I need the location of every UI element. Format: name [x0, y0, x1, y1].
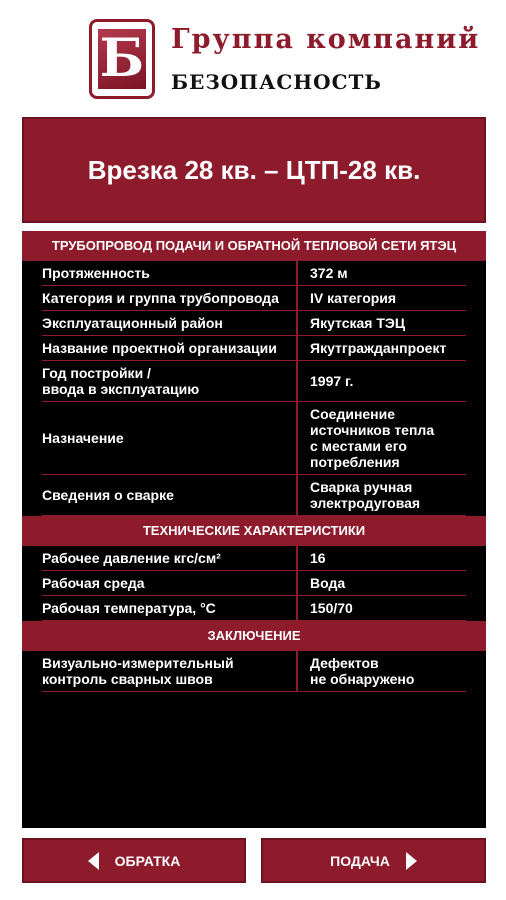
- row-value: Якутская ТЭЦ: [310, 315, 406, 331]
- company-logo: [89, 19, 155, 99]
- table-row: [42, 571, 466, 596]
- brand-line-1: Группа компаний: [171, 24, 481, 55]
- back-button[interactable]: [22, 838, 246, 883]
- row-label: Год постройки / ввода в эксплуатацию: [42, 361, 298, 401]
- row-label: Рабочее давление кгс/см²: [42, 546, 298, 570]
- row-value: Дефектов не обнаружено: [310, 655, 415, 687]
- row-value: 372 м: [310, 265, 348, 281]
- row-value: Вода: [310, 575, 346, 591]
- app-header: [0, 0, 506, 116]
- row-value: 1997 г.: [310, 373, 354, 389]
- title-panel: [22, 117, 486, 223]
- table-row: [42, 651, 466, 692]
- row-label: Категория и группа трубопровода: [42, 286, 298, 310]
- page-title: Врезка 28 кв. – ЦТП-28 кв.: [87, 154, 421, 185]
- table-row: [42, 475, 466, 516]
- row-value: Сварка ручная электродуговая: [310, 479, 421, 511]
- section-heading: ТЕХНИЧЕСКИЕ ХАРАКТЕРИСТИКИ: [22, 516, 486, 546]
- chevron-left-icon: [88, 852, 99, 870]
- table-row: [42, 402, 466, 475]
- section-heading: ЗАКЛЮЧЕНИЕ: [22, 621, 486, 651]
- back-button-label: ОБРАТКА: [114, 852, 181, 869]
- row-label: Рабочая температура, °С: [42, 596, 298, 620]
- row-value: 16: [310, 550, 326, 566]
- info-sections: [22, 231, 486, 692]
- chevron-right-icon: [406, 852, 417, 870]
- info-table-scroll[interactable]: [22, 231, 486, 828]
- row-label: Название проектной организации: [42, 336, 298, 360]
- row-label: Эксплуатационный район: [42, 311, 298, 335]
- table-row: [42, 361, 466, 402]
- row-value: 150/70: [310, 600, 353, 616]
- row-value: Соединение источников тепла с местами его потребления: [310, 406, 435, 470]
- section-heading: ТРУБОПРОВОД ПОДАЧИ И ОБРАТНОЙ ТЕПЛОВОЙ СЕТИ ЯТЭЦ: [22, 231, 486, 261]
- row-label: Назначение: [42, 402, 298, 474]
- row-label: Сведения о сварке: [42, 475, 298, 515]
- table-row: [42, 546, 466, 571]
- table-row: [42, 261, 466, 286]
- table-row: [42, 336, 466, 361]
- row-label: Протяженность: [42, 261, 298, 285]
- forward-button-label: ПОДАЧА: [330, 852, 390, 869]
- row-label: Визуально-измерительный контроль сварных швов: [42, 651, 298, 691]
- row-label: Рабочая среда: [42, 571, 298, 595]
- table-row: [42, 596, 466, 621]
- brand-line-2: БЕЗОПАСНОСТЬ: [171, 70, 382, 94]
- logo-letter: Б: [99, 28, 145, 89]
- table-row: [42, 311, 466, 336]
- forward-button[interactable]: [261, 838, 486, 883]
- table-row: [42, 286, 466, 311]
- row-value: IV категория: [310, 290, 397, 306]
- row-value: Якутгражданпроект: [310, 340, 447, 356]
